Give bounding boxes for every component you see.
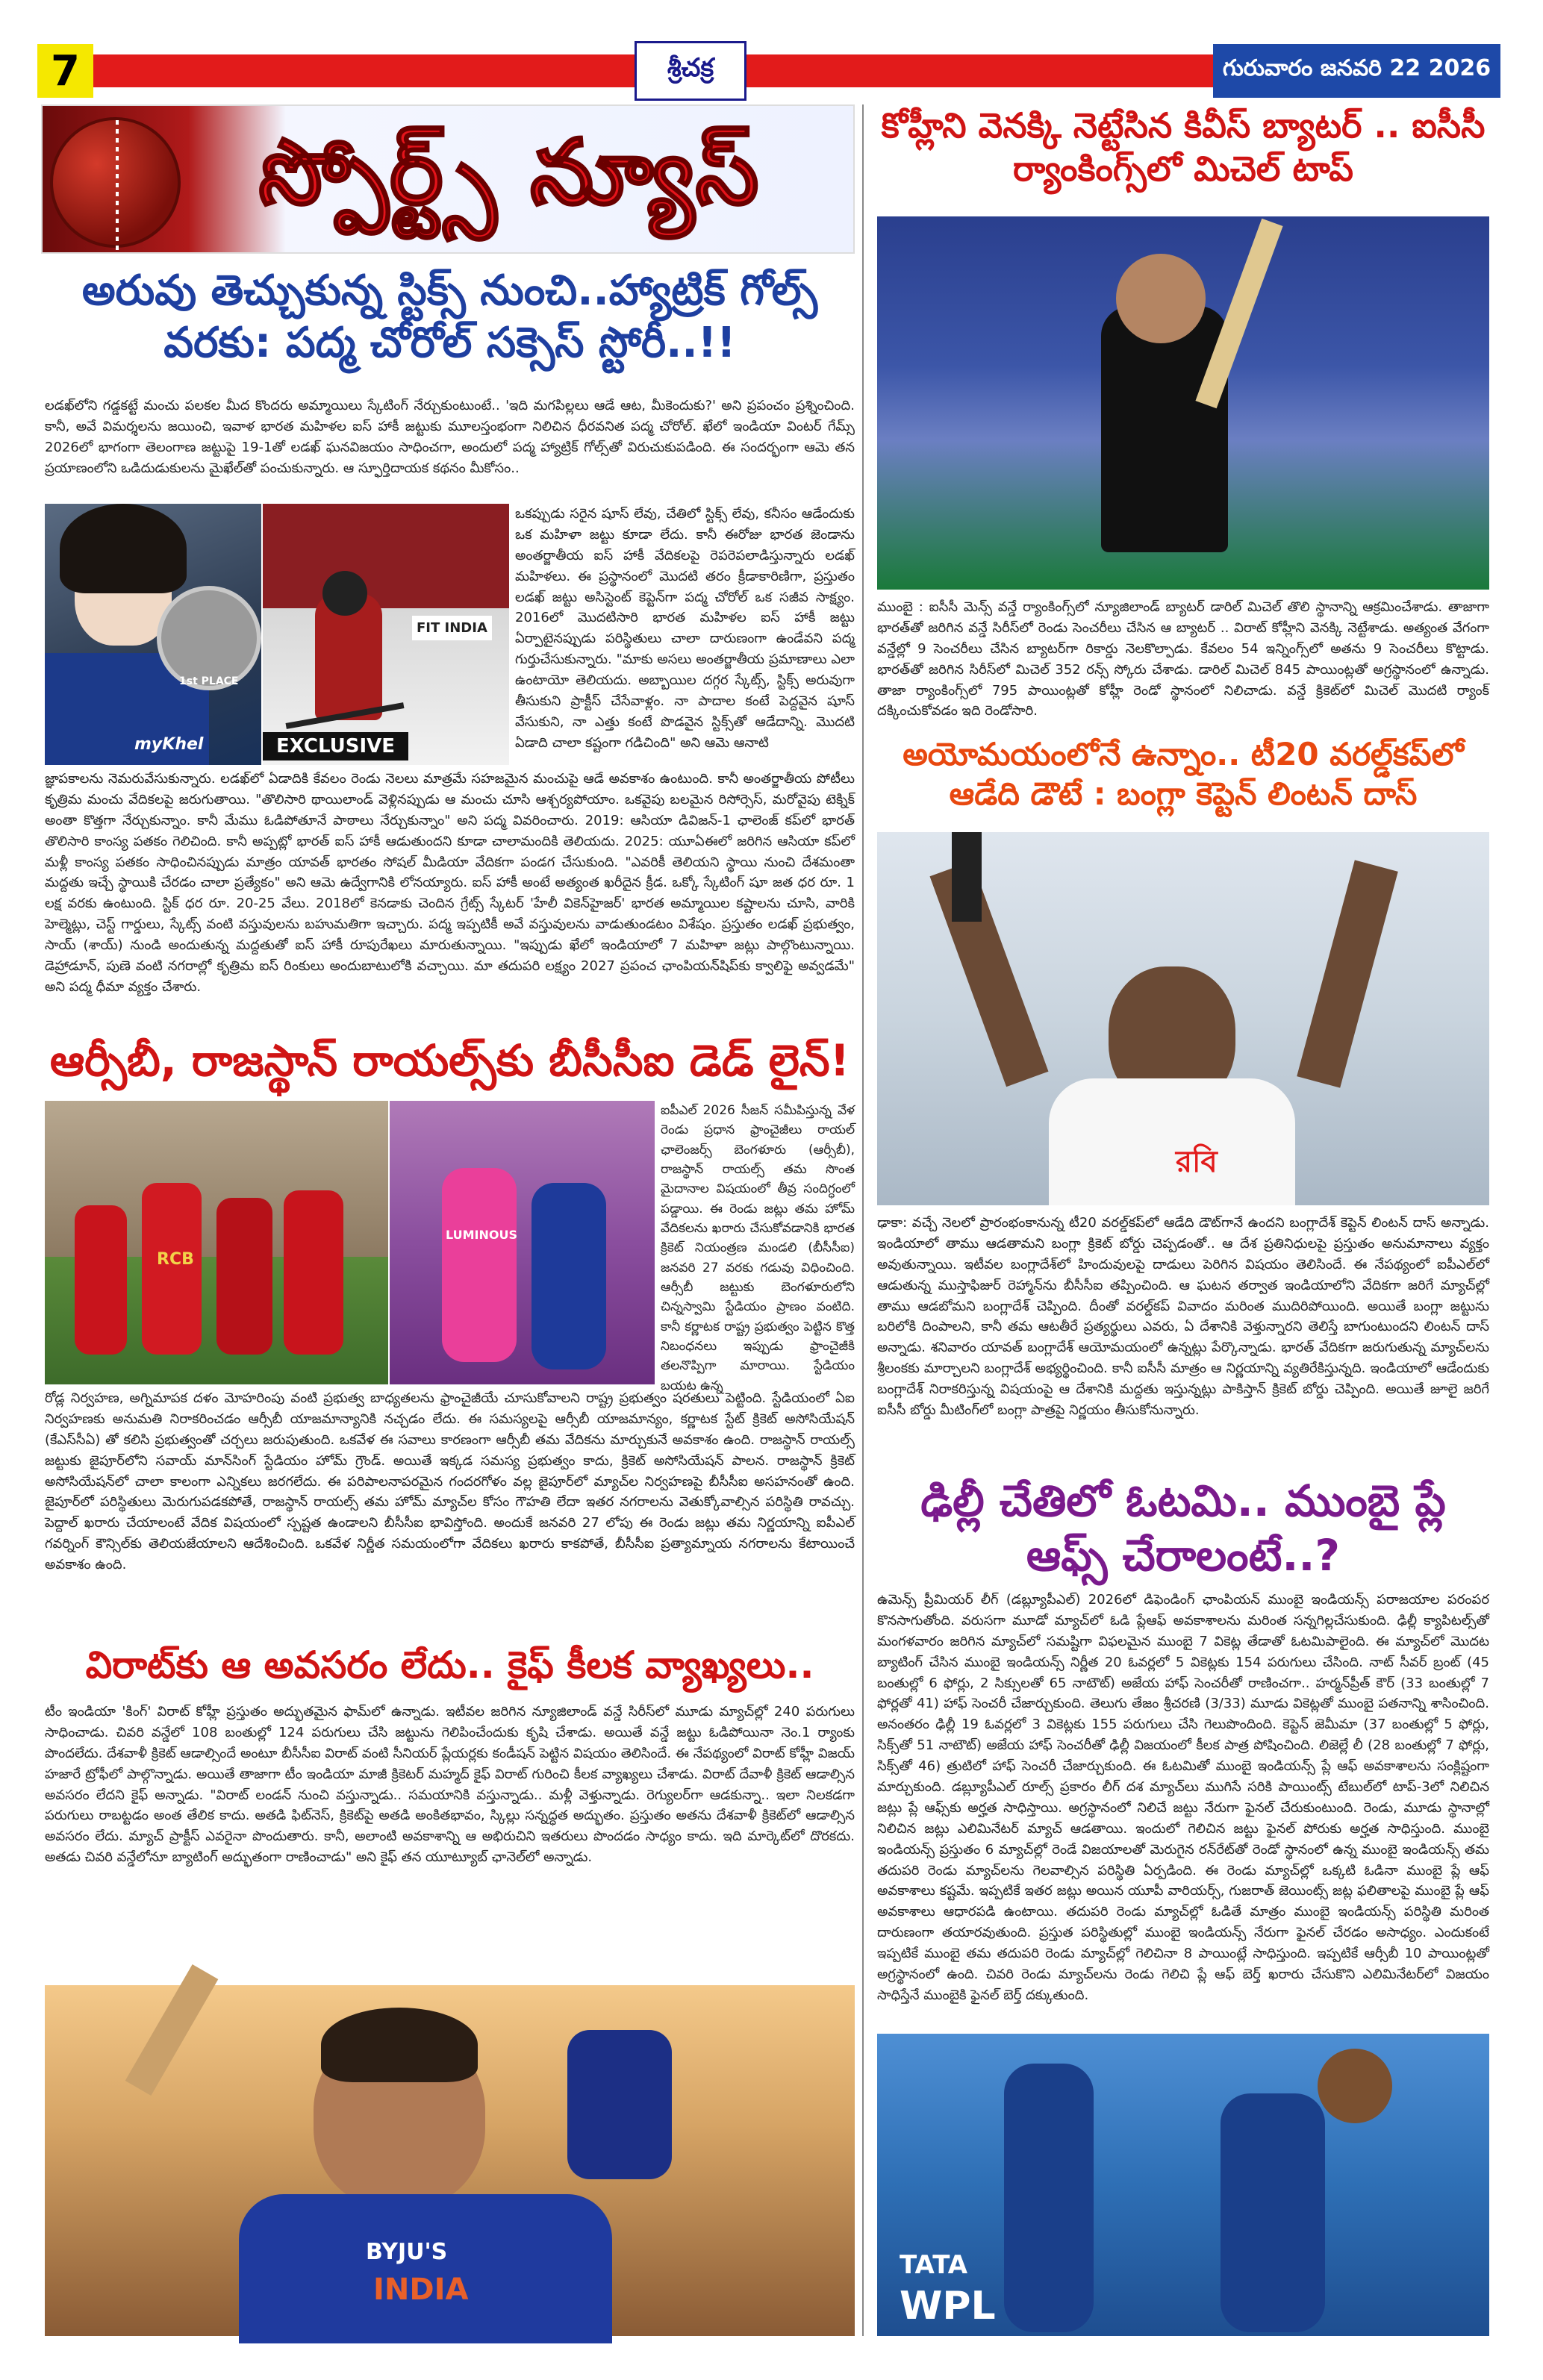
tata-text: TATA	[900, 2250, 968, 2280]
cricket-ball-icon	[50, 117, 181, 248]
litton-headline: అయోమయంలోనే ఉన్నాం.. టీ20 వరల్డ్‌కప్‌లో ఆడేది డౌటే : బంగ్లా కెప్టెన్ లింటన్ దాస్	[903, 736, 1464, 812]
mykhel-brand: myKhel	[134, 735, 204, 754]
column-divider	[862, 104, 864, 2336]
mitchell-photo	[877, 216, 1489, 590]
wpl-text: WPL	[900, 2284, 996, 2329]
mitchell-headline: కోహ్లీని వెనక్కి నెట్టేసిన కివీస్ బ్యాటర్ .. ఐసీసీ ర్యాంకింగ్స్‌లో మిచెల్ టాప్	[881, 105, 1486, 189]
padma-body-intro: లడఖ్‌లోని గడ్డకట్టే మంచు పలకల మీద కొందరు అమ్మాయిలు స్కేటింగ్ నేర్చుకుంటుంటే.. 'ఇది మగపిల్లలు ఆడే ఆట, మీకెందుకు?' అని ప్రపంచం ప్రశ్నించింది. కానీ, అవే విమర్శలను జయించి, ఇవాళ భారత మహిళల ఐస్ హాకీ జట్టుకు మూలస్తంభంగా నిలిచిన ధీరవనిత పద్మ చోరోల్. ఖేలో ఇండియా వింటర్ గేమ్స్ 2026లో భాగంగా తెలంగాణ జట్టుపై 19-1తో లడఖ్ ఘనవిజయం సాధించగా, అందులో పద్మ హ్యాట్రిక్ గోల్స్‌తో విరుచుకుపడింది. ఈ సందర్భంగా ఆమె తన ప్రయాణంలోని ఒడిదుడుకులను మైఖేల్‌తో పంచుకున్నారు. ఆ స్ఫూర్తిదాయక కథనం మీకోసం..	[45, 398, 855, 476]
kohli-photo	[45, 1985, 855, 2336]
india-jersey-text: INDIA	[373, 2273, 469, 2307]
delhi-mumbai-headline: ఢిల్లీ చేతిలో ఓటమి.. ముంబై ప్లే ఆఫ్స్ చేరాలంటే..?	[920, 1475, 1446, 1581]
byjus-jersey-text: BYJU'S	[366, 2239, 448, 2265]
sports-news-banner	[41, 104, 855, 254]
wpl-photo	[877, 2034, 1489, 2336]
kaif-headline: విరాట్‌కు ఆ అవసరం లేదు.. కైఫ్ కీలక వ్యాఖ్యలు..	[85, 1643, 814, 1687]
mitchell-body: ముంబై : ఐసీసీ మెన్స్ వన్డే ర్యాంకింగ్స్‌లో న్యూజిలాండ్ బ్యాటర్ డారిల్ మిచెల్ తొలి స్థానాన్ని ఆక్రమించేశాడు. తాజాగా భారత్‌తో జరిగిన వన్డే సిరీస్‌లో రెండు సెంచరీలు చేసిన ఆ బ్యాటర్ .. విరాట్ కోహ్లీని వెనక్కి నెట్టేశాడు. అత్యంత వేగంగా వన్డేల్లో 9 సెంచరీలు చేసిన బ్యాటర్‌గా రికార్డు నెలకొల్పాడు. కేవలం 54 ఇన్నింగ్స్‌లో అతను 9 సెంచరీలు కొట్టాడు. భారత్‌తో జరిగిన సిరీస్‌లో మిచెల్ 352 రన్స్ స్కోరు చేశాడు. డారిల్ మిచెల్ 845 పాయింట్లతో అగ్రస్థానంలో ఉన్నాడు. తాజా ర్యాంకింగ్స్‌లో 795 పాయింట్లతో కోహ్లీ రెండో స్థానంలో నిలిచాడు. వన్డే క్రికెట్‌లో మిచెల్ మొదటి ర్యాంక్ దక్కించుకోవడం ఇది రెండోసారి.	[877, 599, 1489, 719]
litton-photo	[877, 832, 1489, 1205]
padma-photo-trophy	[45, 504, 261, 765]
padma-photo-hockey	[263, 504, 509, 765]
section-title: స్పోర్ట్స్ న్యూస్	[259, 121, 761, 225]
delhi-mumbai-body: ఉమెన్స్ ప్రీమియర్ లీగ్ (డబ్ల్యూపీఎల్) 2026లో డిఫెండింగ్ ఛాంపియన్ ముంబై ఇండియన్స్ పరాజయాల పరంపర కొనసాగుతోంది. వరుసగా మూడో మ్యాచ్‌లో ఓడి ప్లేఆఫ్ అవకాశాలను మరింత సన్నగిల్లచేసుకుంది. ఢిల్లీ క్యాపిటల్స్‌తో మంగళవారం జరిగిన మ్యాచ్‌లో సమష్టిగా విఫలమైన ముంబై 7 వికెట్ల తేడాతో ఓటమిపాలైంది. ఈ మ్యాచ్‌లో మొదట బ్యాటింగ్ చేసిన ముంబై ఇండియన్స్ నిర్ణీత 20 ఓవర్లలో 5 వికెట్లకు 154 పరుగులు చేసింది. నాట్ సీవర్ బ్రంట్ (45 బంతుల్లో 6 ఫోర్లు, 2 సిక్సులతో 65 నాటౌట్) అజేయ హాఫ్ సెంచరీతో రాణించగా.. హర్మన్‌ప్రీత్ కౌర్ (33 బంతుల్లో 7 ఫోర్లతో 41) హాఫ్ సెంచరీ చేజార్చుకుంది. తెలుగు తేజం శ్రీచరణి (3/33) మూడు వికెట్లతో ముంబై పతనాన్ని శాసించింది. అనంతరం ఢిల్లీ 19 ఓవర్లలో 3 వికెట్లకు 155 పరుగులు చేసి గెలుపొందింది. కెప్టెన్ జెమీమా (37 బంతుల్లో 5 ఫోర్లు, సిక్స్‌తో 51 నాటౌట్) అజేయ హాఫ్ సెంచరీతో ఢిల్లీ విజయంలో కీలక పాత్ర పోషించింది. లిజెల్లే లీ (28 బంతుల్లో 7 ఫోర్లు, సిక్స్‌తో 46) త్రుటిలో హాఫ్ సెంచరీ చేజార్చుకుంది. ఈ ఓటమితో ముంబై ఇండియన్స్ ప్లే ఆఫ్ అవకాశాలను సంక్లిష్టంగా మార్చుకుంది. డబ్ల్యూపీఎల్ రూల్స్ ప్రకారం లీగ్ దశ మ్యాచ్‌లు ముగిసే సరికి పాయింట్స్ టేబుల్‌లో టాప్-3లో నిలిచిన జట్లు ప్లే ఆఫ్స్‌కు అర్హత సాధిస్తాయి. అగ్రస్థానంలో నిలిచే జట్టు నేరుగా ఫైనల్ చేరుకుంటుంది. రెండు, మూడు స్థానాల్లో నిలిచిన జట్లు ఎలిమినేటర్ మ్యాచ్ ఆడతాయి. ఇందులో గెలిచిన జట్టు ఫైనల్ పోరుకు అర్హత సాధిస్తుంది. ముంబై ఇండియన్స్ ప్రస్తుతం 6 మ్యాచ్‌ల్లో రెండే విజయాలతో మెరుగైన రన్‌రేట్‌తో రెండో స్థానంలో ఉన్న ముంబై ఇండియన్స్ తమ తదుపరి రెండు మ్యాచ్‌లను గెలవాల్సిన పరిస్థితి ఏర్పడింది. ఈ రెండు మ్యాచ్‌ల్లో ఒక్కటి ఓడినా ముంబై ప్లే ఆఫ్ అవకాశాలు కష్టమే. ఇప్పటికే ఇతర జట్లు అయిన యూపీ వారియర్స్, గుజరాత్ జెయింట్స్ జట్ల ఫలితాలపై ముంబై ప్లే ఆఫ్ అవకాశాలు ఆధారపడి ఉంటాయి. తదుపరి రెండు మ్యాచ్‌ల్లో ఓడితే మాత్రం ముంబై ఇండియన్స్ పరిస్థితి మరింత దారుణంగా తయారవుతుంది. ప్రస్తుత పరిస్థితుల్లో ముంబై ఇండియన్స్ నేరుగా ఫైనల్ చేరడం అసాధ్యం. ఎందుకంటే ఇప్పటికే ముంబై తమ తదుపరి రెండు మ్యాచ్‌ల్లో గెలిచినా 8 పాయింట్లే సాధిస్తుంది. ఇప్పటికే ఆర్సీబీ 10 పాయింట్లతో అగ్రస్థానంలో ఉంది. చివరి రెండు మ్యాచ్‌లను రెండు గెలిచి ప్లే ఆఫ్ బెర్త్ ఖరారు చేసుకొని ఎలిమినేటర్‌లో విజయం సాధిస్తేనే ముంబైకి ఫైనల్ బెర్త్ దక్కుతుంది.	[877, 1592, 1489, 2003]
fit-india-banner: FIT INDIA	[412, 616, 492, 640]
litton-jersey-text: রবি	[1176, 1145, 1218, 1179]
rcb-photo	[45, 1101, 388, 1384]
page-number: 7	[37, 44, 93, 98]
rr-photo	[390, 1101, 655, 1384]
exclusive-label: EXCLUSIVE	[263, 732, 408, 760]
rr-jersey-text: LUMINOUS	[446, 1228, 517, 1242]
issue-date: గురువారం జనవరి 22 2026	[1213, 44, 1500, 98]
rcb-body-bottom: రోడ్ల నిర్వహణ, అగ్నిమాపక దళం మోహరింపు వంటి ప్రభుత్వ బాధ్యతలను ఫ్రాంచైజీయే చూసుకోవాలని రాష్ట్ర ప్రభుత్వం షరతులు పెట్టింది. స్టేడియంలో ఏఐ నిర్వహణకు అనుమతి నిరాకరించడం ఆర్సీబీ యాజమాన్యానికి నచ్చడం లేదు. ఈ సమస్యలపై ఆర్సీబీ యాజమాన్యం, కర్ణాటక స్టేట్ క్రికెట్ అసోసియేషన్ (కేఎస్‌సీఏ) తో కలిసి ప్రభుత్వంతో చర్చలు జరుపుతుంది. ఒకవేళ ఈ సవాలు కారణంగా ఆర్సీబీ తమ వేదికను మార్చుకునే అవకాశం ఉంది. రాజస్థాన్ రాయల్స్ జట్టుకు జైపూర్‌లోని సవాయ్ మాన్‌సింగ్ స్టేడియం హోమ్ గ్రౌండ్. అయితే ఇక్కడ సమస్య ప్రభుత్వం కాదు, క్రికెట్ అసోసియేషన్ పాలన. రాజస్థాన్ క్రికెట్ అసోసియేషన్‌లో చాలా కాలంగా ఎన్నికలు జరగలేదు. ఈ పరిపాలనాపరమైన గందరగోళం వల్ల జైపూర్‌లో మ్యాచ్‌ల నిర్వహణపై బీసీసీఐ అసహనంతో ఉంది. జైపూర్‌లో పరిస్థితులు మెరుగుపడకపోతే, రాజస్థాన్ రాయల్స్ తమ హోమ్ మ్యాచ్‌ల కోసం గౌహతి లేదా ఇతర నగరాలను వెతుక్కోవాల్సిన పరిస్థితి రావచ్చు. పెద్దాల్ ఖరారు చేయాలంటే వేదిక విషయంలో స్పష్టత ఉండాలని బీసీసీఐ భావిస్తోంది. అందుకే జనవరి 27 లోపు ఈ రెండు జట్లు తమ నిర్ణయాన్ని ఐపీఎల్ గవర్నింగ్ కౌన్సిల్‌కు తెలియజేయాలని ఆదేశించింది. ఒకవేళ నిర్ణీత సమయంలోగా వేదికలు ఖరారు కాకపోతే, బీసీసీఐ ప్రత్యామ్నాయ నగరాలను కేటాయించే అవకాశం ఉంది.	[45, 1390, 855, 1573]
padma-body-bottom: జ్ఞాపకాలను నెమరువేసుకున్నారు. లడఖ్‌లో ఏడాదికి కేవలం రెండు నెలలు మాత్రమే సహజమైన మంచుపై ఆడే అవకాశం ఉంటుంది. కానీ అంతర్జాతీయ పోటీలు కృత్రిమ మంచు వేదికలపై జరుగుతాయి. "తొలిసారి థాయిలాండ్ వెళ్లినప్పుడు ఆ మంచు చూసి ఆశ్చర్యపోయాం. ఒకవైపు బలమైన రిసోర్సెస్, మరోవైపు టెక్నిక్ అంతా కొత్తగా నేర్చుకున్నాం. కానీ మేము ఓడిపోతూనే పాఠాలు నేర్చుకున్నాం" అని పద్మ వివరించారు. 2019: ఆసియా డివిజన్-1 ఛాలెంజ్ కప్‌లో భారత్ తొలిసారి కాంస్య పతకం గెలిచింది. కానీ అప్పట్లో భారత్ ఐస్ హాకీ ఆడుతుందని కూడా చాలామందికి తెలియదు. 2025: యూఏఈలో జరిగిన ఆసియా కప్‌లో మళ్లీ కాంస్య పతకం సాధించినప్పుడు మాత్రం యావత్ భారతం సోషల్ మీడియా వేదికగా పండగ చేసుకుంది. "ఎవరికీ తెలియని స్థాయి నుంచి దేశమంతా మద్దతు ఇచ్చే స్థాయికి చేరడం చాలా ప్రత్యేకం" అని ఆమె ఉద్వేగానికి లోనయ్యారు. ఐస్ హాకీ అంటే అత్యంత ఖరీదైన క్రీడ. ఒక్కో స్కేటింగ్ షూ జత ధర రూ. 1 లక్ష వరకు ఉంటుంది. స్టిక్ ధర రూ. 20-25 వేలు. 2018లో కెనడాకు చెందిన గ్రేట్స్ స్కేటర్ 'హేలీ వికెన్‌హైజర్' భారత అమ్మాయిల కష్టాలను చూసి, వారికి హెల్మెట్లు, చెస్ట్ గార్డులు, స్కేట్స్ వంటి వస్తువులను బహుమతిగా ఇచ్చారు. పద్మ ఇప్పటికీ అవే వస్తువులను వాడుతుండటం విశేషం. ప్రస్తుతం లడఖ్ ప్రభుత్వం, సాయ్ (శాయ్) నుండి అందుతున్న మద్దతుతో ఐస్ హాకీ రూపురేఖలు మారుతున్నాయి. "ఇప్పుడు ఖేలో ఇండియాలో 7 మహిళా జట్లు పాల్గొంటున్నాయి. డెహ్రాడూన్, పుణె వంటి నగరాల్లో కృత్రిమ ఐస్ రింకులు అందుబాటులోకి వచ్చాయి. మా తదుపరి లక్ష్యం 2027 ప్రపంచ ఛాంపియన్‌షిప్‌కు క్వాలిఫై అవ్వడమే" అని పద్మ ధీమా వ్యక్తం చేశారు.	[45, 771, 855, 995]
masthead	[37, 41, 1500, 101]
padma-headline: అరువు తెచ్చుకున్న స్టిక్స్ నుంచి..హ్యాట్రిక్ గోల్స్ వరకు: పద్మ చోరోల్ సక్సెస్ స్టోరీ..!!	[81, 266, 818, 367]
padma-photo-plaque: 1st PLACE	[179, 675, 239, 687]
rcb-headline: ఆర్సీబీ, రాజస్థాన్ రాయల్స్‌కు బీసీసీఐ డెడ్ లైన్!	[49, 1035, 850, 1086]
newspaper-logo: శ్రీచక్ర	[635, 41, 746, 101]
padma-body-side: ఒకప్పుడు సరైన షూస్ లేవు, చేతిలో స్టిక్స్ లేవు, కనీసం ఆడేందుకు ఒక మహిళా జట్టు కూడా లేదు. కానీ ఈరోజు భారత జెండాను అంతర్జాతీయ ఐస్ హాకీ వేదికలపై రెపరెపలాడిస్తున్నారు లడఖ్ మహిళలు. ఈ ప్రస్థానంలో మొదటి తరం క్రీడాకారిణిగా, ప్రస్తుతం లడఖ్ జట్టు అసిస్టెంట్ కెప్టెన్‌గా పద్మ చోరోల్ ఒక సజీవ సాక్ష్యం. 2016లో మొదటిసారి భారత మహిళల ఐస్ హాకీ జట్టు ఏర్పాటైనప్పుడు పరిస్థితులు చాలా దారుణంగా ఉండేవని పద్మ గుర్తుచేసుకున్నారు. "మాకు అసలు అంతర్జాతీయ ప్రమాణాలు ఎలా ఉంటాయో తెలియదు. అబ్బాయిల దగ్గర స్కేట్స్, స్టిక్స్ అరువుగా తీసుకుని ప్రాక్టీస్ చేసేవాళ్లం. నా పాదాల కంటే పెద్దవైన షూస్ వేసుకుని, నా ఎత్తు కంటే పొడవైన స్టిక్స్‌తో ఆడేదాన్ని. మొదటి ఏడాది చాలా కష్టంగా గడిచింది" అని ఆమె ఆనాటి	[515, 506, 855, 751]
rcb-jersey-text: RCB	[157, 1250, 194, 1269]
litton-body: ఢాకా: వచ్చే నెలలో ప్రారంభంకానున్న టీ20 వరల్డ్‌కప్‌లో ఆడేది డౌట్‌గానే ఉందని బంగ్లాదేశ్ కెప్టెన్ లింటన్ దాస్ అన్నాడు. ఇండియాలో తాము ఆడతామని బంగ్లా క్రికెట్ బోర్డు చెప్పడంతో.. ఆ దేశ ప్రతినిధులపై ప్రస్తుతం అనుమానాలు వ్యక్తం అవుతున్నాయి. ఇటీవల బంగ్లాదేశ్‌లో హిందువులపై దాడులు పెరిగిన విషయం తెలిసిందే. ఈ నేపథ్యంలో ఐపీఎల్‌లో ఆడుతున్న ముస్తాఫిజుర్ రెహ్మాన్‌ను బీసీసీఐ తప్పించింది. ఆ ఘటన తర్వాత ఇండియాలోని వేదికగా జరిగే మ్యాచ్‌ల్లో తాము ఆడబోమని బంగ్లాదేశ్ చెప్పింది. దీంతో వరల్డ్‌కప్ వివాదం మరింత ముదిరిపోయింది. అయితే బంగ్లా జట్టును బరిలోకి దింపాలని, కానీ తమ ఆటతీరే ప్రత్యర్థులు ఎవరు, ఏ దేశానికి వెళ్తున్నారని తెలిస్తే బాగుంటుందని లింటన్ దాస్ అన్నాడు. శనివారం యావత్ బంగ్లాదేశ్ ఆయోమయంలో ఉన్నట్లు పేర్కొన్నాడు. భారత్ వేదికగా జరుగుతున్న మ్యాచ్‌లను శ్రీలంకకు మార్చాలని బంగ్లాదేశ్ అభ్యర్థించింది. కానీ ఐసీసీ మాత్రం ఆ నిర్ణయాన్ని వ్యతిరేకిస్తున్నది. ఇండియాలో ఆడేందుకు బంగ్లాదేశ్ నిరాకరిస్తున్న విషయంపై ఆ దేశానికి మద్దతు ఇస్తున్నట్లు పాకిస్తాన్ క్రికెట్ బోర్డు చెప్పింది. అయితే జూలై జరిగే ఐసీసీ బోర్డు మీటింగ్‌లో బంగ్లా పాత్రపై నిర్ణయం తీసుకోనున్నారు.	[877, 1215, 1489, 1419]
kaif-body: టీం ఇండియా 'కింగ్' విరాట్ కోహ్లీ ప్రస్తుతం అద్భుతమైన ఫామ్‌లో ఉన్నాడు. ఇటీవల జరిగిన న్యూజిలాండ్ వన్డే సిరీస్‌లో మూడు మ్యాచ్‌ల్లో 240 పరుగులు సాధించాడు. చివరి వన్డేలో 108 బంతుల్లో 124 పరుగులు చేసి జట్టును గెలిపించేందుకు కృషి చేశాడు. అయితే వన్డే జట్టు ఓడిపోయినా నెం.1 ర్యాంకు పొందలేదు. దేశవాళీ క్రికెట్ ఆడాల్సిందే అంటూ బీసీసీఐ విరాట్ వంటి సీనియర్ ప్లేయర్లకు కండీషన్ పెట్టిన విషయం తెలిసిందే. ఈ నేపథ్యంలో విరాట్ కోహ్లీ విజయ్ హజారే ట్రోఫీలో పాల్గొన్నాడు. అయితే తాజాగా టీం ఇండియా మాజీ క్రికెటర్ మహ్మద్ కైఫ్ విరాట్ గురించి కీలక వ్యాఖ్యలు చేశాడు. విరాట్ దేవాళీ క్రికెట్ ఆడాల్సిన అవసరం లేదని కైఫ్ అన్నాడు. "విరాట్ లండన్ నుంచి వస్తున్నాడు.. సమయానికి వస్తున్నాడు.. మళ్లీ వెళ్తున్నాడు. రెగ్యులర్‌గా ఆడకున్నా.. ఇలా నిలకడగా పరుగులు రాబట్టడం అంత తేలిక కాదు. అతడి ఫిట్‌నెస్, క్రికెట్‌పై అతడి అంకితభావం, స్కిల్లు సన్నద్ధత అద్భుతం. ప్రస్తుతం అతను దేశవాళీ క్రికెట్‌లో ఆడాల్సిన అవసరం లేదు. మ్యాచ్ ప్రాక్టీస్ ఎవరైనా పొందుతారు. కానీ, అలాంటి అవకాశాన్ని ఆ అభిరుచిని ఇతరులు పొందడం సాధ్యం కాదు. ఇది మార్కెట్‌లో దొరకదు. అతడు చివరి వన్డేలోనూ బ్యాటింగ్ అద్భుతంగా రాణించాడు" అని కైఫ్ తన యూట్యూబ్ ఛానెల్‌లో అన్నాడు.	[45, 1704, 855, 1866]
rcb-body-side: ఐపీఎల్ 2026 సీజన్ సమీపిస్తున్న వేళ రెండు ప్రధాన ఫ్రాంచైజీలు రాయల్ ఛాలెంజర్స్ బెంగళూరు (ఆర్సీబీ), రాజస్థాన్ రాయల్స్ తమ సొంత మైదానాల విషయంలో తీవ్ర సందిగ్ధంలో పడ్డాయి. ఈ రెండు జట్లు తమ హోమ్ వేదికలను ఖరారు చేసుకోవడానికి భారత క్రికెట్ నియంత్రణ మండలి (బీసీసీఐ) జనవరి 27 వరకు గడువు విధించింది. ఆర్సీబీ జట్టుకు బెంగళూరులోని చిన్నస్వామి స్టేడియం ప్రాణం వంటిది. కానీ కర్ణాటక రాష్ట్ర ప్రభుత్వం పెట్టిన కొత్త నిబంధనలు ఇప్పుడు ఫ్రాంచైజీకి తలనొప్పిగా మారాయి. స్టేడియం బయట ఉన్న	[661, 1103, 855, 1393]
